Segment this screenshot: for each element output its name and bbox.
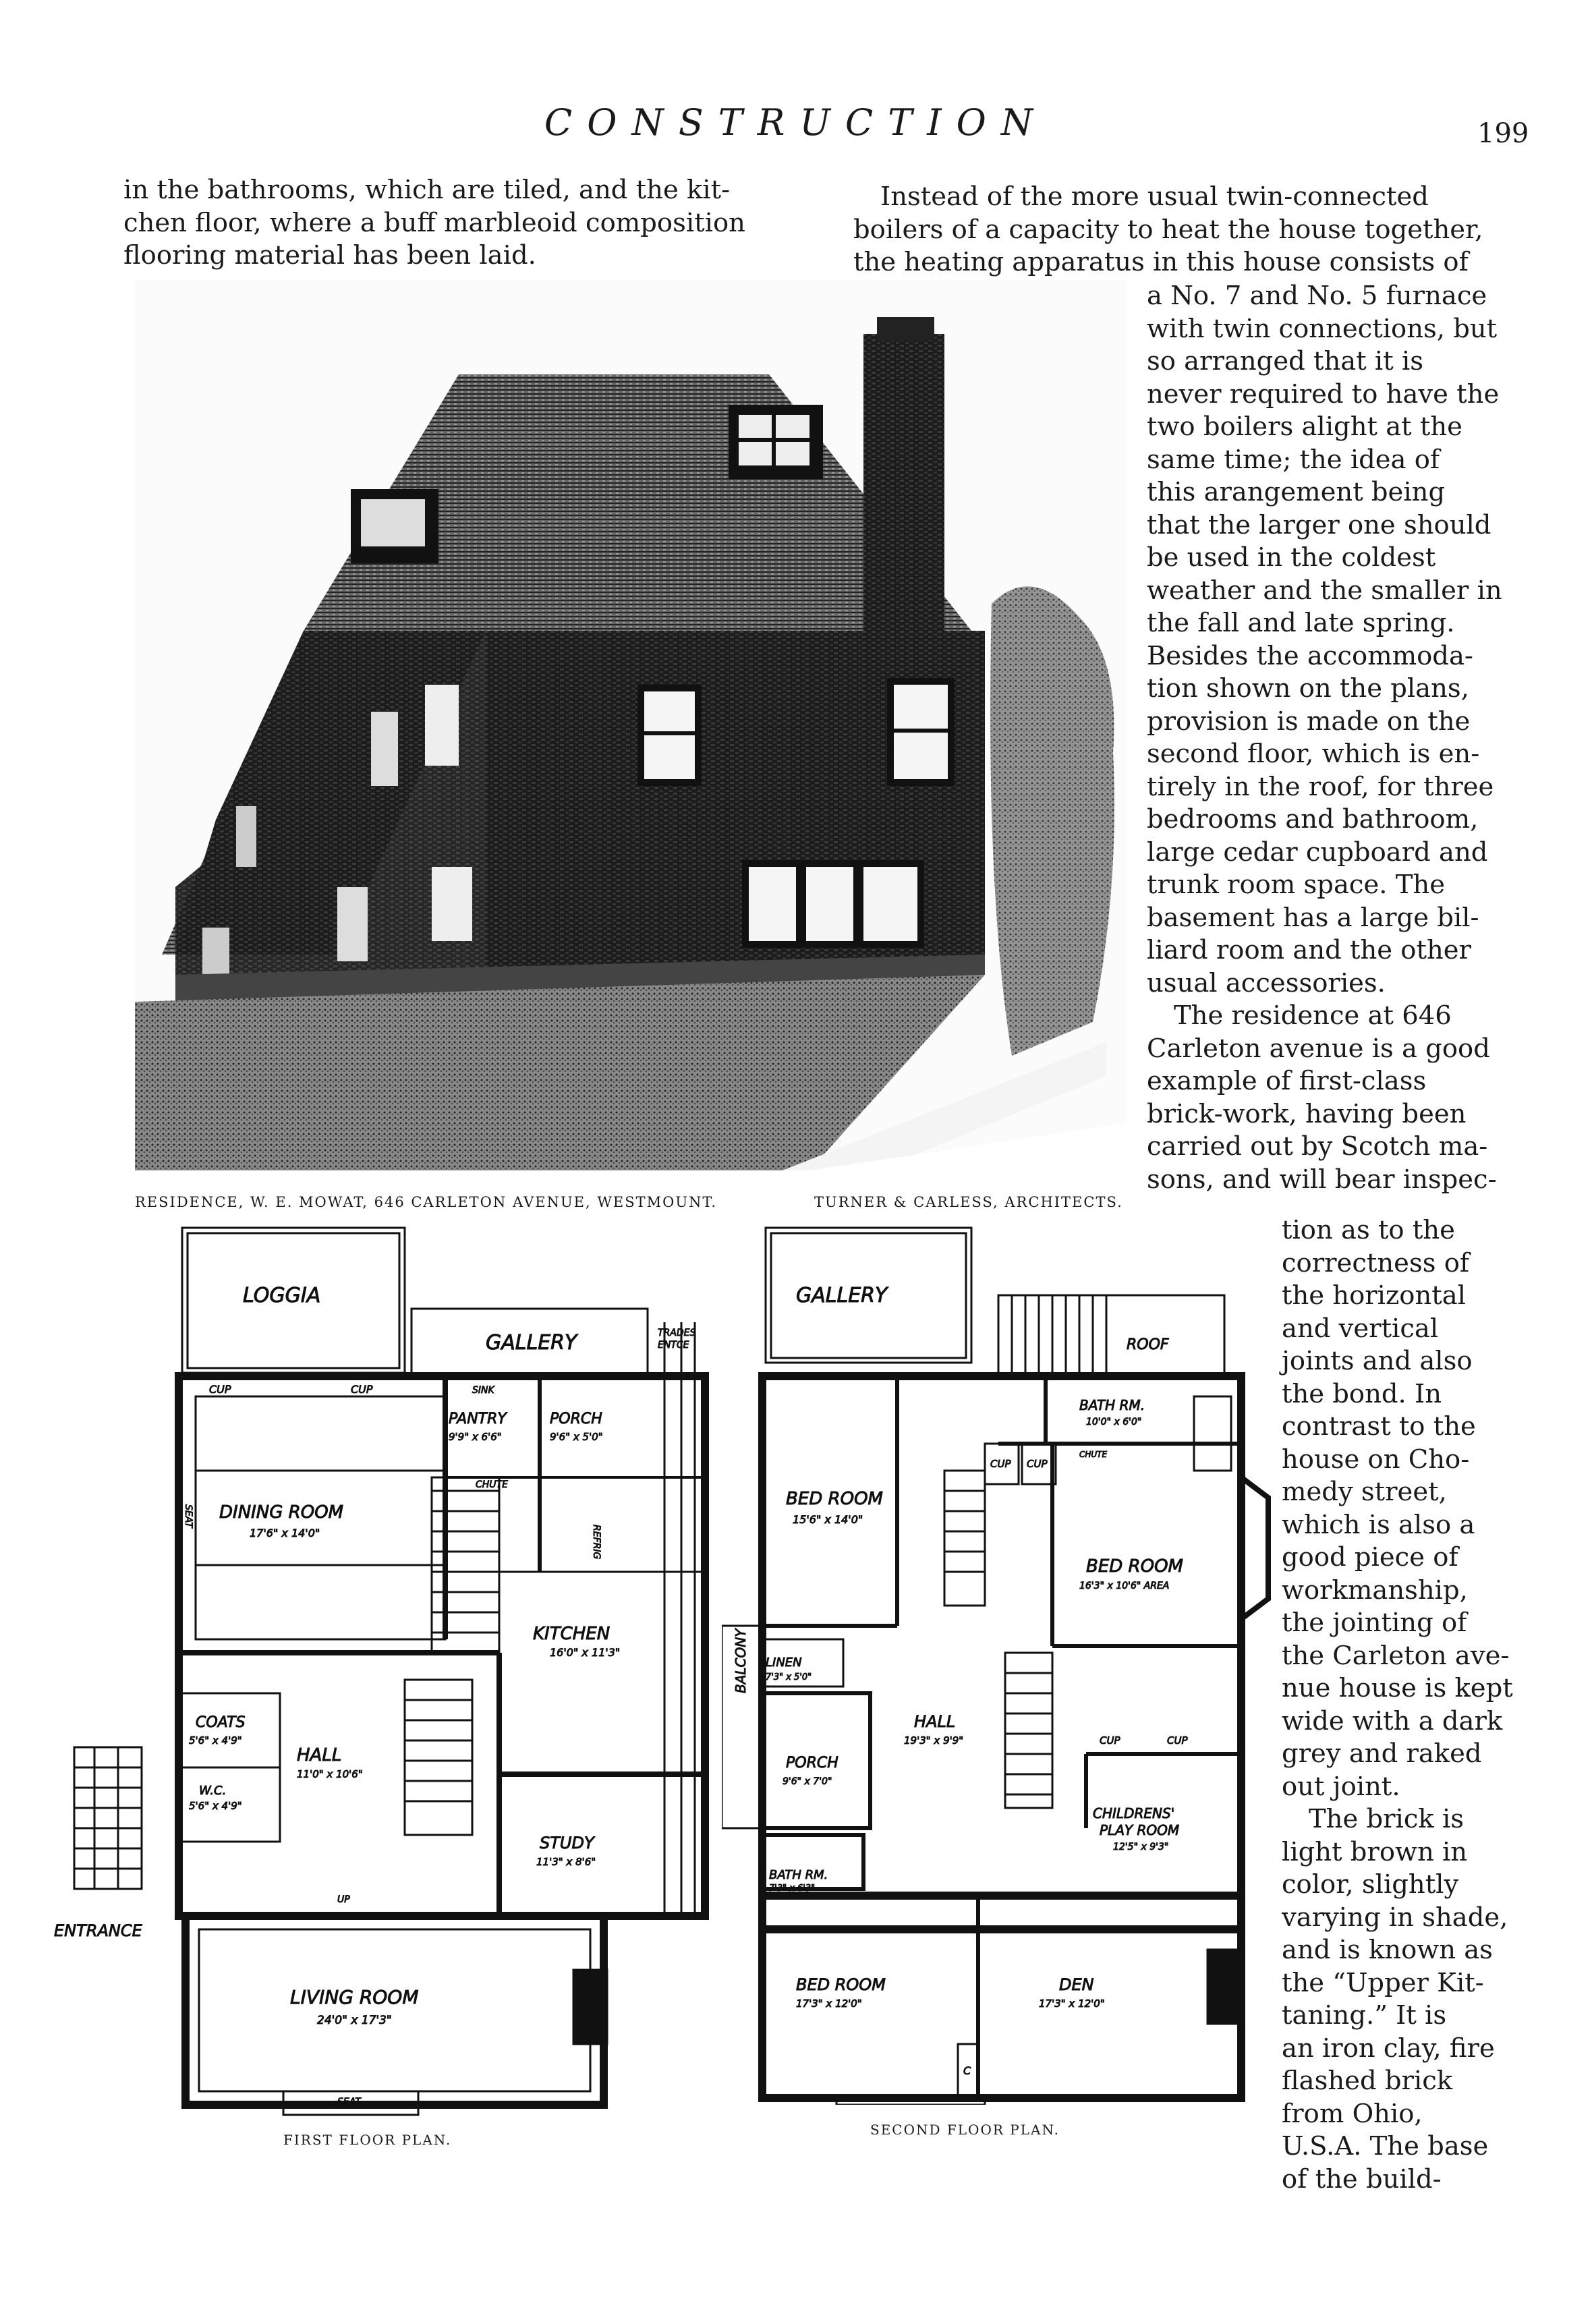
running-header: CONSTRUCTION xyxy=(544,101,1048,144)
text-line: flooring material has been laid. xyxy=(123,240,536,271)
text-line: so arranged that it is xyxy=(1147,346,1424,376)
label-play-dim: 12'5" x 9'3" xyxy=(1113,1842,1169,1852)
label-childrens: CHILDRENS' xyxy=(1093,1805,1175,1821)
label-seat-bottom: SEAT xyxy=(337,2097,361,2107)
text-line: trunk room space. The xyxy=(1147,870,1445,900)
text-line: The brick is xyxy=(1309,1804,1465,1834)
label-bed-1: BED ROOM xyxy=(786,1489,883,1509)
right-column-top xyxy=(853,181,1511,279)
page-number: 199 xyxy=(1477,118,1529,149)
label-coats-dim: 5'6" x 4'9" xyxy=(189,1734,242,1747)
text-line: bedrooms and bathroom, xyxy=(1147,804,1479,834)
label-den: DEN xyxy=(1059,1975,1094,1994)
first-floor-caption: FIRST FLOOR PLAN. xyxy=(283,2132,452,2148)
label-coats: COATS xyxy=(196,1714,246,1731)
label-seat: SEAT xyxy=(183,1504,194,1528)
label-hall-2-dim: 19'3" x 9'9" xyxy=(904,1734,964,1747)
label-gallery: GALLERY xyxy=(486,1331,577,1355)
text-line: correctness of xyxy=(1282,1247,1470,1278)
label-bath-2: BATH RM. xyxy=(769,1868,828,1882)
text-line: light brown in xyxy=(1282,1836,1468,1867)
text-line: contrast to the xyxy=(1282,1411,1476,1442)
text-line: taning.” It is xyxy=(1282,2000,1447,2031)
text-line: the heating apparatus in this house consists of xyxy=(853,247,1469,277)
label-wc: W.C. xyxy=(199,1784,227,1798)
text-line: The residence at 646 xyxy=(1174,1000,1452,1031)
text-line: out joint. xyxy=(1282,1771,1400,1802)
text-line: from Ohio, xyxy=(1282,2098,1423,2129)
label-roof: ROOF xyxy=(1127,1336,1169,1353)
label-cup-2-1: CUP xyxy=(990,1458,1011,1470)
label-pantry: PANTRY xyxy=(449,1411,507,1427)
text-line: in the bathrooms, which are tiled, and the kit- xyxy=(123,175,731,205)
text-line: and vertical xyxy=(1282,1313,1439,1344)
text-line: chen floor, where a buff marbleoid composition xyxy=(123,207,745,238)
text-line: the bond. In xyxy=(1282,1378,1442,1409)
text-line: liard room and the other xyxy=(1147,935,1471,965)
text-line: flashed brick xyxy=(1282,2066,1453,2096)
text-line: color, slightly xyxy=(1282,1869,1459,1900)
label-cup-2-4: CUP xyxy=(1167,1734,1188,1747)
narrow-column-1 xyxy=(1147,280,1514,1196)
label-porch-dim: 9'6" x 5'0" xyxy=(550,1431,603,1443)
text-line: never required to have the xyxy=(1147,378,1500,409)
label-play-room: PLAY ROOM xyxy=(1100,1822,1180,1838)
label-den-dim: 17'3" x 12'0" xyxy=(1039,1997,1105,2010)
label-entce: ENTCE xyxy=(658,1340,689,1351)
label-kitchen: KITCHEN xyxy=(533,1624,610,1644)
label-gallery-2: GALLERY xyxy=(796,1284,888,1307)
text-line: Carleton avenue is a good xyxy=(1147,1033,1490,1064)
label-study-dim: 11'3" x 8'6" xyxy=(536,1856,596,1868)
label-entrance: ENTRANCE xyxy=(54,1921,142,1940)
text-line: the fall and late spring. xyxy=(1147,608,1455,638)
text-line: sons, and will bear inspec- xyxy=(1147,1164,1497,1195)
text-line: medy street, xyxy=(1282,1477,1447,1507)
label-cup-2: CUP xyxy=(351,1383,373,1396)
label-cup-2-3: CUP xyxy=(1100,1734,1120,1747)
text-line: that the larger one should xyxy=(1147,509,1491,540)
label-cup-2-2: CUP xyxy=(1027,1458,1048,1470)
text-line: varying in shade, xyxy=(1282,1902,1508,1933)
photo-caption-right: TURNER & CARLESS, ARCHITECTS. xyxy=(814,1194,1123,1210)
label-refrig: REFRIG xyxy=(591,1525,602,1560)
label-hall-2: HALL xyxy=(914,1712,956,1731)
residence-photo xyxy=(135,280,1127,1170)
label-bath-1-dim: 10'0" x 6'0" xyxy=(1086,1417,1142,1427)
label-pantry-dim: 9'9" x 6'6" xyxy=(449,1431,502,1443)
label-bed-1-dim: 15'6" x 14'0" xyxy=(793,1513,863,1526)
text-line: with twin connections, but xyxy=(1147,313,1498,344)
label-wc-dim: 5'6" x 4'9" xyxy=(189,1800,242,1812)
label-living-dim: 24'0" x 17'3" xyxy=(317,2014,392,2027)
label-trades: TRADES xyxy=(658,1328,696,1338)
text-line: tion as to the xyxy=(1282,1215,1455,1245)
label-c: C xyxy=(963,2064,971,2077)
text-line: weather and the smaller in xyxy=(1147,575,1502,606)
label-bed-2: BED ROOM xyxy=(1086,1556,1183,1577)
label-kitchen-dim: 16'0" x 11'3" xyxy=(550,1646,621,1659)
second-floor-plan xyxy=(722,1221,1275,2105)
label-chute: CHUTE xyxy=(476,1479,508,1490)
label-study: STUDY xyxy=(540,1834,594,1852)
label-linen-dim: 7'3" x 5'0" xyxy=(766,1672,812,1682)
text-line: joints and also xyxy=(1282,1346,1473,1376)
label-up: UP xyxy=(337,1894,350,1905)
first-floor-plan xyxy=(54,1221,729,2118)
text-line: grey and raked xyxy=(1282,1738,1482,1769)
text-line: be used in the coldest xyxy=(1147,542,1436,573)
text-line: carried out by Scotch ma- xyxy=(1147,1131,1488,1162)
label-porch-2: PORCH xyxy=(786,1755,838,1772)
label-bath-1: BATH RM. xyxy=(1079,1397,1145,1413)
text-line: workmanship, xyxy=(1282,1575,1468,1606)
text-line: provision is made on the xyxy=(1147,706,1471,737)
text-line: this arangement being xyxy=(1147,477,1446,507)
label-dining: DINING ROOM xyxy=(219,1502,344,1523)
text-line: example of first-class xyxy=(1147,1066,1427,1096)
label-bed-3-dim: 17'3" x 12'0" xyxy=(796,1997,862,2010)
text-line: large cedar cupboard and xyxy=(1147,837,1488,868)
text-line: the horizontal xyxy=(1282,1280,1466,1311)
text-line: basement has a large bil- xyxy=(1147,902,1479,933)
label-loggia: LOGGIA xyxy=(243,1284,321,1307)
text-line: the Carleton ave- xyxy=(1282,1640,1510,1671)
text-line: good piece of xyxy=(1282,1542,1458,1572)
text-line: brick-work, having been xyxy=(1147,1098,1467,1129)
label-sink: SINK xyxy=(472,1385,494,1396)
text-line: same time; the idea of xyxy=(1147,444,1440,475)
narrow-column-2 xyxy=(1282,1214,1514,2196)
label-hall: HALL xyxy=(297,1745,342,1765)
label-hall-dim: 11'0" x 10'6" xyxy=(297,1768,363,1780)
text-line: the “Upper Kit- xyxy=(1282,1967,1484,1998)
text-line: an iron clay, fire xyxy=(1282,2033,1495,2064)
label-balcony: BALCONY xyxy=(733,1628,749,1693)
label-dining-dim: 17'6" x 14'0" xyxy=(250,1527,320,1539)
label-bed-3: BED ROOM xyxy=(796,1975,886,1994)
text-line: a No. 7 and No. 5 furnace xyxy=(1147,281,1487,311)
text-line: of the build- xyxy=(1282,2163,1442,2194)
label-bath-2-dim: 7'3" x 6'3" xyxy=(769,1883,816,1894)
photo-caption-left: RESIDENCE, W. E. MOWAT, 646 CARLETON AVENUE, WESTMOUNT. xyxy=(135,1194,718,1210)
second-floor-caption: SECOND FLOOR PLAN. xyxy=(870,2122,1060,2138)
text-line: nue house is kept xyxy=(1282,1673,1513,1703)
text-line: Instead of the more usual twin-connected xyxy=(880,181,1429,212)
text-line: two boilers alight at the xyxy=(1147,412,1462,442)
text-line: the jointing of xyxy=(1282,1608,1467,1638)
label-porch-2-dim: 9'6" x 7'0" xyxy=(783,1776,832,1787)
text-line: and is known as xyxy=(1282,1935,1493,1965)
left-column-top xyxy=(123,174,791,273)
label-linen: LINEN xyxy=(766,1655,802,1670)
text-line: tirely in the roof, for three xyxy=(1147,771,1494,802)
label-living: LIVING ROOM xyxy=(290,1986,419,2008)
label-cup-1: CUP xyxy=(209,1383,231,1396)
text-line: boilers of a capacity to heat the house together, xyxy=(853,214,1483,245)
text-line: house on Cho- xyxy=(1282,1444,1470,1475)
text-line: wide with a dark xyxy=(1282,1705,1503,1736)
label-porch: PORCH xyxy=(550,1411,602,1427)
text-line: tion shown on the plans, xyxy=(1147,673,1469,704)
text-line: Besides the accommoda- xyxy=(1147,640,1473,671)
label-bed-2-dim: 16'3" x 10'6" AREA xyxy=(1079,1581,1170,1591)
label-chute-2: CHUTE xyxy=(1079,1450,1108,1459)
text-line: usual accessories. xyxy=(1147,967,1386,998)
text-line: second floor, which is en- xyxy=(1147,739,1480,769)
text-line: U.S.A. The base xyxy=(1282,2131,1489,2161)
text-line: which is also a xyxy=(1282,1509,1475,1540)
